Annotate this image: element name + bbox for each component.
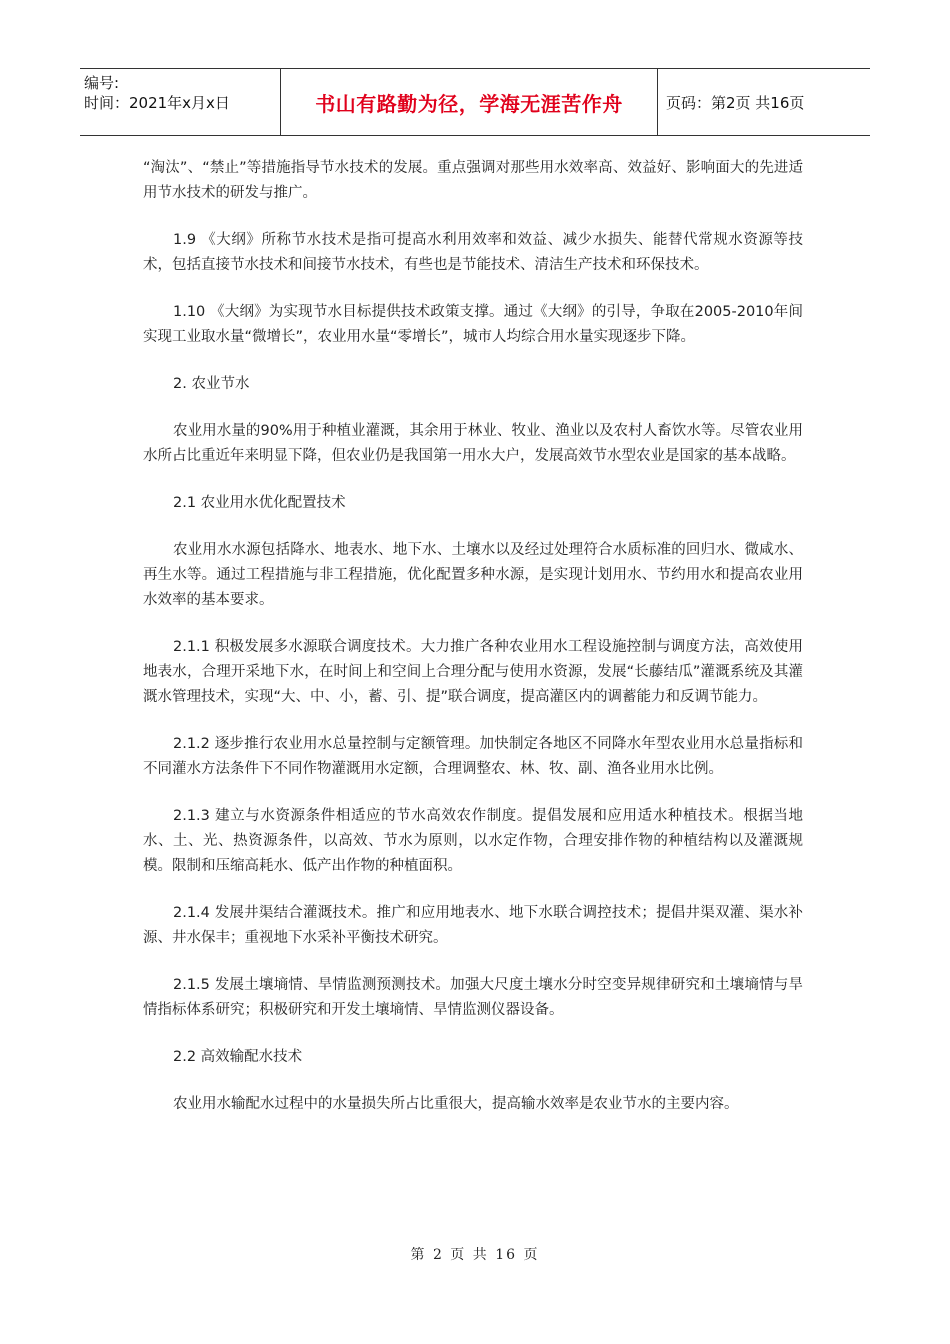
section-heading: 2.1 农业用水优化配置技术 bbox=[173, 495, 346, 511]
section-heading: 2. 农业节水 bbox=[173, 376, 250, 392]
page-header bbox=[80, 68, 870, 136]
paragraph: “淘汰”、“禁止”等措施指导节水技术的发展。重点强调对那些用水效率高、效益好、影响面大的先进适用节水技术的研发与推广。 bbox=[143, 160, 803, 201]
header-motto: 书山有路勤为径，学海无涯苦作舟 bbox=[281, 69, 658, 135]
paragraph: 2.1.4 发展井渠结合灌溉技术。推广和应用地表水、地下水联合调控技术；提倡井渠双灌、渠水补源、井水保丰；重视地下水采补平衡技术研究。 bbox=[143, 905, 803, 946]
document-body bbox=[143, 156, 803, 1139]
paragraph: 1.10 《大纲》为实现节水目标提供技术政策支撑。通过《大纲》的引导，争取在2005-2010年间实现工业取水量“微增长”，农业用水量“零增长”，城市人均综合用水量实现逐步下降。 bbox=[143, 304, 803, 345]
paragraph: 2.1.3 建立与水资源条件相适应的节水高效农作制度。提倡发展和应用适水种植技术。根据当地水、土、光、热资源条件，以高效、节水为原则，以水定作物，合理安排作物的种植结构以及灌溉规模。限制和压缩高耗水、低产出作物的种植面积。 bbox=[143, 808, 803, 874]
paragraph: 2.1.1 积极发展多水源联合调度技术。大力推广各种农业用水工程设施控制与调度方法，高效使用地表水，合理开采地下水，在时间上和空间上合理分配与使用水资源，发展“长藤结瓜”灌溉系统及其灌溉水管理技术，实现“大、中、小，蓄、引、提”联合调度，提高灌区内的调蓄能力和反调节能力。 bbox=[143, 639, 803, 705]
paragraph: 农业用水输配水过程中的水量损失所占比重很大，提高输水效率是农业节水的主要内容。 bbox=[173, 1096, 739, 1112]
paragraph: 农业用水水源包括降水、地表水、地下水、土壤水以及经过处理符合水质标准的回归水、微咸水、再生水等。通过工程措施与非工程措施，优化配置多种水源，是实现计划用水、节约用水和提高农业用水效率的基本要求。 bbox=[143, 542, 803, 608]
header-page-info: 页码：第2页 共16页 bbox=[666, 93, 805, 112]
paragraph: 2.1.5 发展土壤墒情、旱情监测预测技术。加强大尺度土壤水分时空变异规律研究和土壤墒情与旱情指标体系研究；积极研究和开发土壤墒情、旱情监测仪器设备。 bbox=[143, 977, 803, 1018]
section-heading: 2.2 高效输配水技术 bbox=[173, 1049, 303, 1065]
paragraph: 农业用水量的90%用于种植业灌溉，其余用于林业、牧业、渔业以及农村人畜饮水等。尽管农业用水所占比重近年来明显下降，但农业仍是我国第一用水大户，发展高效节水型农业是国家的基本战略。 bbox=[143, 423, 803, 464]
paragraph: 1.9 《大纲》所称节水技术是指可提高水利用效率和效益、减少水损失、能替代常规水资源等技术，包括直接节水技术和间接节水技术，有些也是节能技术、清洁生产技术和环保技术。 bbox=[143, 232, 803, 273]
paragraph: 2.1.2 逐步推行农业用水总量控制与定额管理。加快制定各地区不同降水年型农业用水总量指标和不同灌水方法条件下不同作物灌溉用水定额，合理调整农、林、牧、副、渔各业用水比例。 bbox=[143, 736, 803, 777]
document-number-label: 编号: bbox=[84, 74, 120, 92]
page-footer: 第 2 页 共 16 页 bbox=[410, 1247, 540, 1263]
document-time-label: 时间：2021年x月x日 bbox=[84, 94, 230, 112]
header-meta bbox=[80, 69, 281, 135]
